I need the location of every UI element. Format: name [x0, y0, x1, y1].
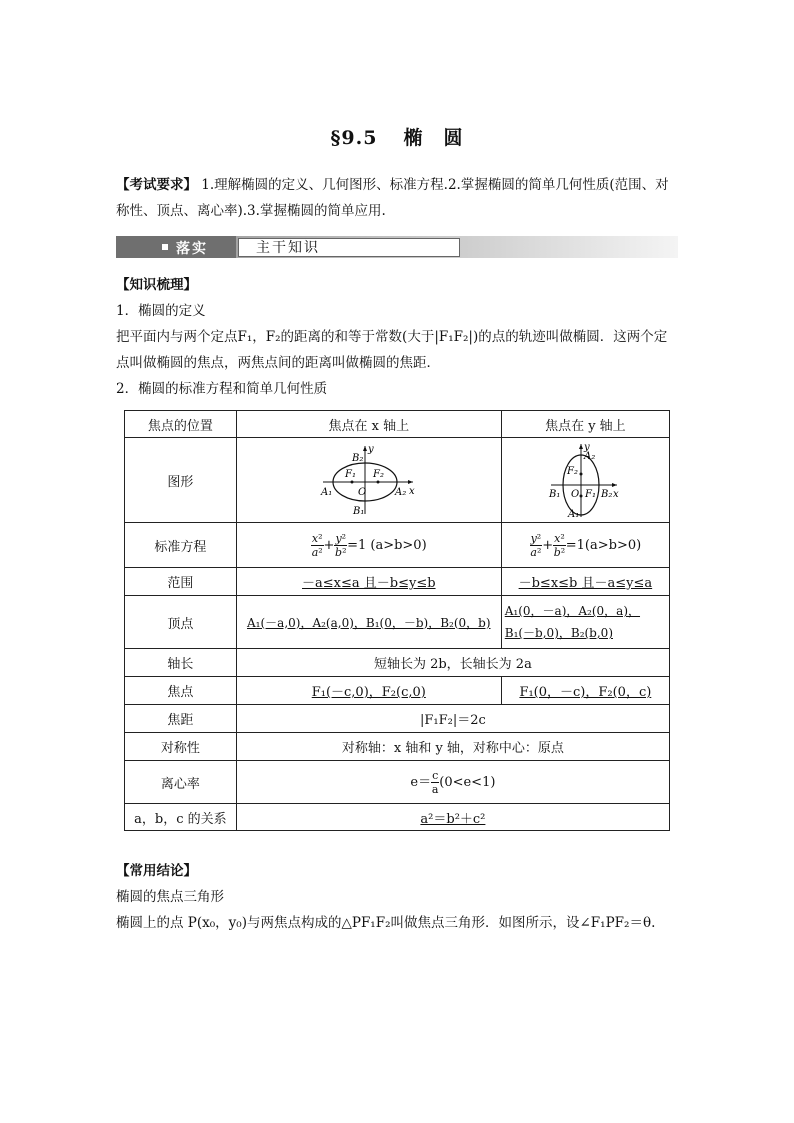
range-y: －b≤x≤b 且－a≤y≤a — [501, 568, 669, 596]
exam-requirements — [116, 172, 678, 224]
header-cell: 焦点在 x 轴上 — [236, 411, 501, 438]
row-label: 标准方程 — [125, 523, 237, 568]
equation-y: $\frac{\text{y²}}{\text{a²}}$ + $\frac{\text{x²}}{\text{b²}}$ =1(a>b>0) — [501, 523, 669, 568]
knowledge-tag: 【知识梳理】 — [116, 277, 197, 293]
exam-tag: 【考试要求】 — [116, 177, 197, 193]
ecc-prefix: e＝ — [410, 774, 432, 790]
heading-properties: 2．椭圆的标准方程和简单几何性质 — [116, 381, 328, 397]
header-cell: 焦点的位置 — [125, 411, 237, 438]
row-label: 焦点 — [125, 677, 237, 705]
table-row — [125, 649, 670, 677]
symmetry: 对称轴：x 轴和 y 轴，对称中心：原点 — [236, 733, 669, 761]
focal-distance: |F₁F₂|＝2c — [236, 705, 669, 733]
section-number: §9.5 — [330, 127, 378, 149]
conclusion-heading: 椭圆的焦点三角形 — [116, 889, 224, 905]
vertex-y — [501, 596, 669, 649]
row-label: 离心率 — [125, 761, 237, 804]
fig-x-label-y: y — [367, 444, 374, 455]
banner-bullet-icon — [162, 244, 168, 250]
table-header-row — [125, 411, 670, 438]
fig-x-label-o: O — [357, 487, 366, 498]
vertex-x: A₁(－a,0)，A₂(a,0)，B₁(0，－b)，B₂(0，b) — [236, 596, 501, 649]
fig-y-label-x: x — [613, 489, 620, 500]
vertex-y-line-2: B₁(－b,0)，B₂(b,0) — [504, 626, 613, 640]
definition-line-2: 点叫做椭圆的焦点，两焦点间的距离叫做椭圆的焦距． — [116, 355, 440, 371]
fig-x-label-a2: A₂ — [394, 487, 407, 498]
conclusion-section — [116, 858, 678, 936]
banner-dark-label: 落实 — [176, 241, 208, 257]
conclusion-tag: 【常用结论】 — [116, 863, 197, 879]
table-row — [125, 568, 670, 596]
fig-x-label-a1: A₁ — [320, 487, 333, 498]
abc-relation: a²＝b²＋c² — [236, 804, 669, 831]
fig-y-label-f2: F₂ — [567, 466, 579, 477]
table-row — [125, 761, 670, 804]
fig-y-label-y: y — [584, 442, 591, 453]
page-title — [0, 123, 794, 150]
ellipse-x-figure — [319, 442, 419, 518]
table-row — [125, 804, 670, 831]
row-label: a，b，c 的关系 — [125, 804, 237, 831]
fig-x-label-b2: B₂ — [351, 453, 364, 464]
fig-x-label-f1: F₁ — [344, 469, 356, 480]
table-row — [125, 596, 670, 649]
axis-length: 短轴长为 2b，长轴长为 2a — [236, 649, 669, 677]
fig-x-label-x: x — [408, 486, 415, 497]
ecc-num: c — [432, 768, 439, 782]
equation-x-tail: =1 (a>b>0) — [347, 537, 427, 553]
fig-y-label-o: O — [571, 489, 580, 500]
fig-y-label-b2: B₂ — [601, 489, 613, 500]
exam-line-2: 称性、顶点、离心率).3.掌握椭圆的简单应用. — [116, 203, 386, 219]
eccentricity — [236, 761, 669, 804]
row-label: 对称性 — [125, 733, 237, 761]
equation-x: $\frac{\text{x²}}{\text{a²}}$ + $\frac{\text{y²}}{\text{b²}}$ =1 (a>b>0) — [236, 523, 501, 568]
row-label: 焦距 — [125, 705, 237, 733]
range-x: －a≤x≤a 且－b≤y≤b — [236, 568, 501, 596]
table-row — [125, 733, 670, 761]
conclusion-text: 椭圆上的点 P(x₀，y₀)与两焦点构成的△PF₁F₂叫做焦点三角形．如图所示，设∠F₁PF₂＝θ. — [116, 915, 656, 931]
definition-line-1: 把平面内与两个定点F₁，F₂的距离的和等于常数(大于|F₁F₂|)的点的轨迹叫做椭圆．这两个定 — [116, 329, 668, 345]
fig-y-label-a2: A₂ — [584, 451, 596, 462]
fig-x-label-b1: B₁ — [352, 506, 365, 517]
row-label: 轴长 — [125, 649, 237, 677]
ecc-tail: (0<e<1) — [439, 774, 496, 790]
row-label: 范围 — [125, 568, 237, 596]
row-label: 图形 — [125, 438, 237, 523]
figure-y-cell — [501, 438, 669, 523]
fig-y-label-b1: B₁ — [549, 489, 561, 500]
header-cell: 焦点在 y 轴上 — [501, 411, 669, 438]
equation-y-tail: =1(a>b>0) — [565, 537, 642, 553]
row-label: 顶点 — [125, 596, 237, 649]
banner-light-label: 主干知识 — [256, 240, 320, 256]
fig-y-label-a1: A₁ — [568, 509, 580, 519]
knowledge-section — [116, 272, 678, 402]
ecc-den: a — [431, 782, 439, 796]
fig-y-label-f1: F₁ — [585, 489, 597, 500]
exam-line-1: 1.理解椭圆的定义、几何图形、标准方程.2.掌握椭圆的简单几何性质(范围、对 — [201, 177, 669, 193]
ellipse-y-figure — [547, 441, 623, 519]
figure-x-cell — [236, 438, 501, 523]
focus-x: F₁(－c,0)，F₂(c,0) — [236, 677, 501, 705]
fig-x-label-f2: F₂ — [372, 469, 384, 480]
table-row — [125, 677, 670, 705]
table-row — [125, 523, 670, 568]
heading-definition: 1．椭圆的定义 — [116, 303, 206, 319]
focus-y: F₁(0，－c)，F₂(0，c) — [501, 677, 669, 705]
table-row — [125, 438, 670, 523]
ellipse-properties-table — [124, 410, 670, 831]
section-name: 椭 圆 — [403, 127, 464, 149]
section-banner — [116, 236, 678, 258]
table-row — [125, 705, 670, 733]
vertex-y-line-1: A₁(0，－a)，A₂(0，a)， — [504, 604, 641, 618]
